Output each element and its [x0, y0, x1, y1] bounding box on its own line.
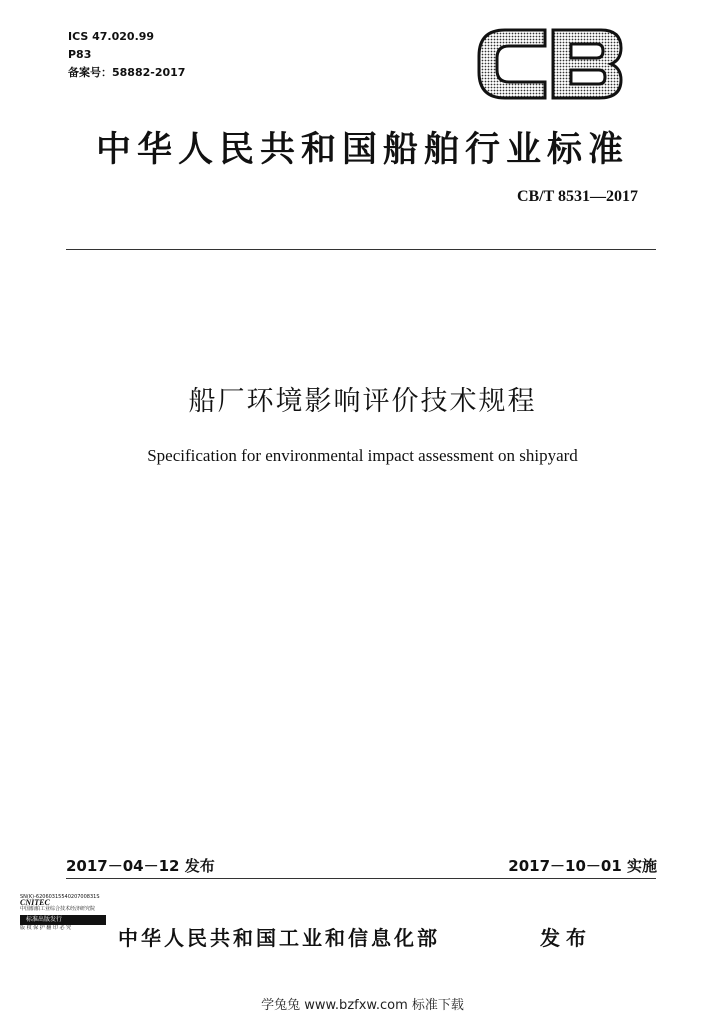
issuing-authority: 中华人民共和国工业和信息化部 [118, 926, 440, 950]
publish-label: 发布 [540, 926, 592, 950]
footer-watermark: 学兔兔 www.bzfxw.com 标准下载 [261, 998, 464, 1013]
stamp-brand: CNITEC [20, 898, 50, 907]
document-title-en: Specification for environmental impact assessment on shipyard [147, 446, 578, 465]
anti-counterfeit-stamp [20, 894, 106, 956]
document-title-cn: 船厂环境影响评价技术规程 [188, 386, 537, 417]
stamp-institute: 中国船舶工业综合技术经济研究院 [20, 906, 96, 912]
bottom-divider [66, 878, 656, 879]
top-divider [66, 249, 656, 250]
ics-code: ICS 47.020.99 [68, 30, 155, 43]
standard-number: CB/T 8531—2017 [516, 188, 638, 205]
issue-date: 2017－04－12 发布 [66, 857, 215, 875]
implementation-date: 2017－10－01 实施 [508, 857, 657, 875]
record-number: 备案号：58882-2017 [68, 66, 186, 79]
stamp-bar: 标准出版发行 [20, 915, 106, 925]
cb-logo [475, 26, 625, 102]
classification-code: P83 [68, 48, 92, 61]
stamp-serial: SN(K)-6206031554020700831S [20, 894, 100, 900]
stamp-copyright: 版 权 保 护 翻 印 必 究 [20, 925, 72, 931]
standard-title: 中华人民共和国船舶行业标准 [95, 130, 629, 170]
